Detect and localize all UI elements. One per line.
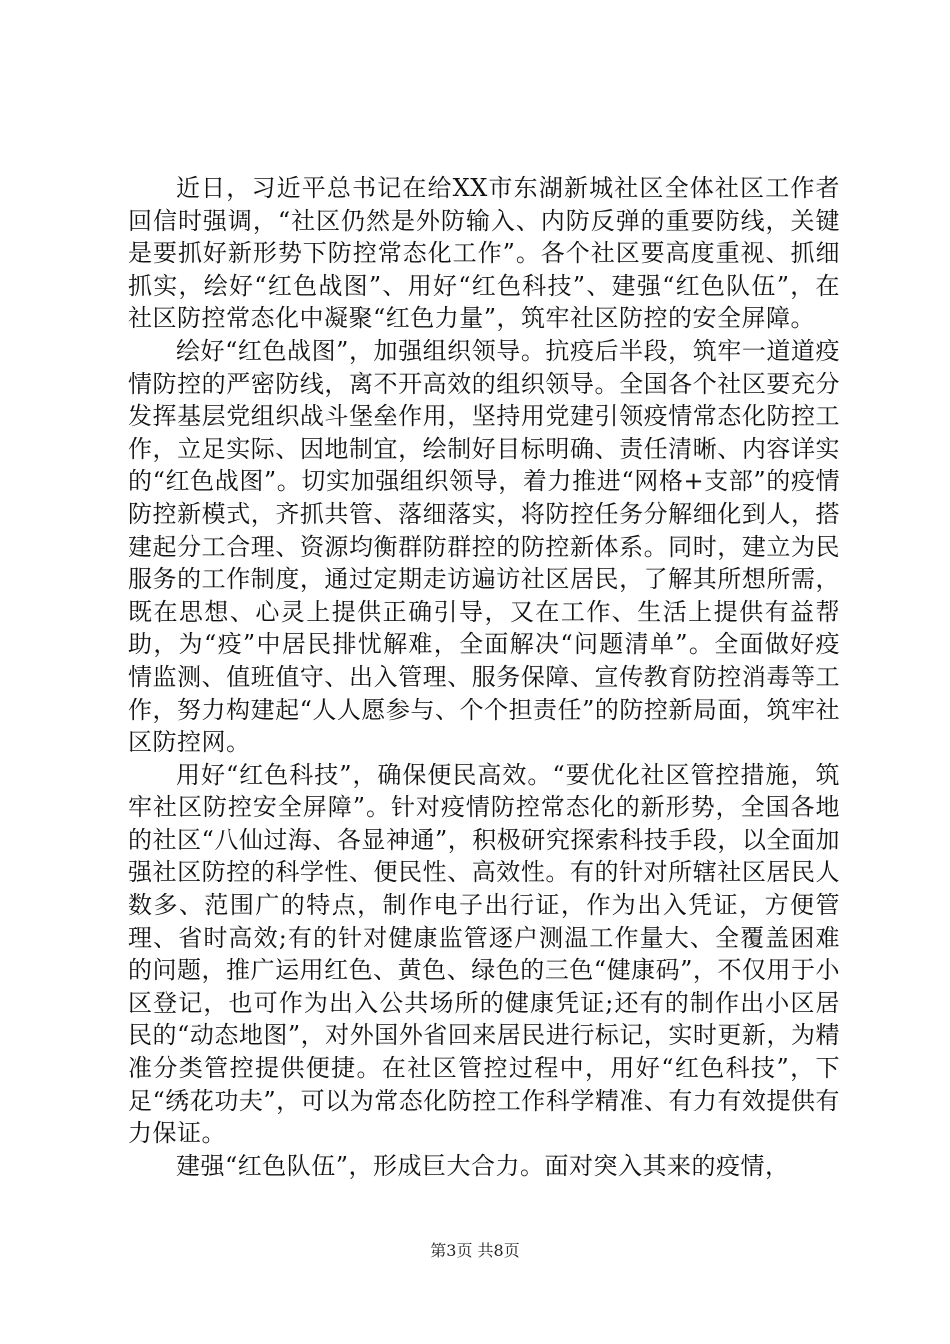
paragraph-intro: 近日，习近平总书记在给XX市东湖新城社区全体社区工作者回信时强调，“社区仍然是外防输入、内防反弹的重要防线，关键是要抓好新形势下防控常态化工作”。各个社区要高度重视、抓细抓实，绘好“红色战图”、用好“红色科技”、建强“红色队伍”，在社区防控常态化中凝聚“红色力量”，筑牢社区防控的安全屏障。	[128, 174, 840, 333]
page-number-footer: 第3页 共8页	[430, 1241, 520, 1260]
paragraph-red-battle-map: 绘好“红色战图”，加强组织领导。抗疫后半段，筑牢一道道疫情防控的严密防线，离不开高效的组织领导。全国各个社区要充分发挥基层党组织战斗堡垒作用，坚持用党建引领疫情常态化防控工作，立足实际、因地制宜，绘制好目标明确、责任清晰、内容详实的“红色战图”。切实加强组织领导，着力推进“网格+支部”的疫情防控新模式，齐抓共管、落细落实，将防控任务分解细化到人，搭建起分工合理、资源均衡群防群控的防控新体系。同时，建立为民服务的工作制度，通过定期走访遍访社区居民，了解其所想所需，既在思想、心灵上提供正确引导，又在工作、生活上提供有益帮助，为“疫”中居民排忧解难，全面解决“问题清单”。全面做好疫情监测、值班值守、出入管理、服务保障、宣传教育防控消毒等工作，努力构建起“人人愿参与、个个担责任”的防控新局面，筑牢社区防控网。	[128, 336, 840, 757]
paragraph-red-technology: 用好“红色科技”，确保便民高效。“要优化社区管控措施，筑牢社区防控安全屏障”。针对疫情防控常态化的新形势，全国各地的社区“八仙过海、各显神通”，积极研究探索科技手段，以全面加强社区防控的科学性、便民性、高效性。有的针对所辖社区居民人数多、范围广的特点，制作电子出行证，作为出入凭证，方便管理、省时高效;有的针对健康监管逐户测温工作量大、全覆盖困难的问题，推广运用红色、黄色、绿色的三色“健康码”，不仅用于小区登记，也可作为出入公共场所的健康凭证;还有的制作出小区居民的“动态地图”，对外国外省回来居民进行标记，实时更新，为精准分类管控提供便捷。在社区管控过程中，用好“红色科技”，下足“绣花功夫”，可以为常态化防控工作科学精准、有力有效提供有力保证。	[128, 760, 840, 1148]
paragraph-red-team: 建强“红色队伍”，形成巨大合力。面对突入其来的疫情，	[176, 1151, 790, 1180]
document-body	[128, 172, 840, 1182]
